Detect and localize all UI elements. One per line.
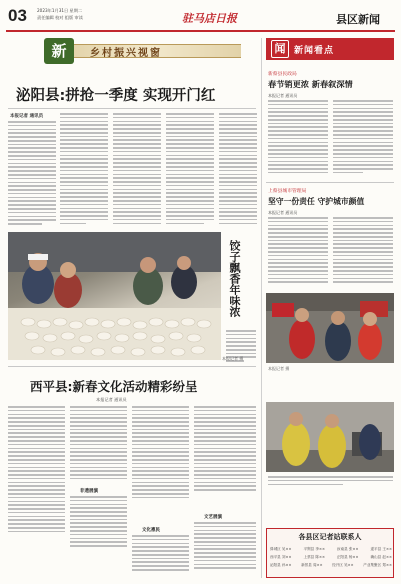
sidebar-story1-byline: 本报记者 通讯员 <box>268 93 298 98</box>
date-line: 2023年1月31日 星期二 <box>37 8 83 13</box>
sidebar-logo <box>271 40 289 58</box>
lead-body-col4 <box>166 113 214 224</box>
feature-vertical-title: 饺子飘香年味浓 <box>228 240 241 317</box>
section-name: 县区新闻 <box>336 13 380 26</box>
lead-body-col5 <box>219 113 257 224</box>
sidebar-photo-1-svg <box>266 293 394 363</box>
contacts-cell: 平舆县 李×× <box>303 547 326 551</box>
lead-byline: 本报记者 通讯员 <box>10 114 44 119</box>
sidebar-story2-kicker: 上蔡县城市管理局 <box>268 189 307 194</box>
second-subhead-3: 文艺展演 <box>204 515 222 520</box>
banner-badge <box>44 38 74 64</box>
second-body-col2b <box>70 496 127 547</box>
contacts-cell: 正阳县 杨×× <box>336 555 359 559</box>
sidebar-story1-col1 <box>268 100 328 173</box>
dumpling-photo-svg <box>8 232 221 360</box>
contacts-cell: 经开区 吴×× <box>332 563 354 567</box>
sidebar-story2-col2 <box>333 217 393 283</box>
paper-name: 驻马店日报 <box>182 12 237 25</box>
contacts-cell: 驿城区 吴×× <box>270 547 292 551</box>
contacts-table <box>270 545 392 569</box>
sidebar-header-text: 新闻看点 <box>294 46 335 56</box>
banner-title: 乡村振兴视窗 <box>90 48 162 59</box>
second-byline: 本报记者 通讯员 <box>96 397 127 402</box>
page-number: 03 <box>8 6 27 25</box>
second-headline: 西平县:新春文化活动精彩纷呈 <box>30 379 198 394</box>
second-subhead-1: 非遗展演 <box>80 489 98 494</box>
contacts-cell: 遂平县 王×× <box>370 547 392 551</box>
sidebar-story1-col2 <box>333 100 393 173</box>
second-body-col4b <box>194 522 256 569</box>
second-body-col3 <box>132 406 189 498</box>
sidebar-photo-2 <box>266 402 394 472</box>
sidebar-story2-title: 坚守一份责任 守护城市颜值 <box>268 197 365 206</box>
sidebar-story2-col1 <box>268 217 328 283</box>
second-body-col3b <box>132 535 189 571</box>
contacts-cell: 确山县 赵×× <box>370 555 392 559</box>
lead-rule <box>8 108 256 109</box>
contacts-cell: 新蔡县 周×× <box>301 563 323 567</box>
lead-headline: 泌阳县:拼抢一季度 实现开门红 <box>16 88 216 104</box>
lead-body-col1 <box>8 121 56 225</box>
main-column-divider <box>261 38 262 578</box>
second-body-col2 <box>70 406 127 479</box>
sidebar-logo-text: 闻 <box>274 42 286 55</box>
sidebar-photo2-caption-lines <box>268 476 393 485</box>
contacts-cell: 西平县 刘×× <box>270 555 292 559</box>
sidebar-photo-1 <box>266 293 394 363</box>
second-body-col4 <box>194 406 256 491</box>
sidebar-story2-byline: 本报记者 通讯员 <box>268 210 298 215</box>
contacts-cell: 汝南县 张×× <box>336 547 359 551</box>
banner <box>44 38 252 64</box>
contacts-row <box>270 545 392 553</box>
editor-line: 责任编辑 校对 组版 审读 <box>37 15 83 20</box>
sidebar-header <box>266 38 394 60</box>
sidebar-rule <box>266 182 394 183</box>
lead-body-col2 <box>60 113 108 224</box>
masthead <box>0 0 401 34</box>
contacts-row <box>270 561 392 569</box>
sidebar-photo-2-svg <box>266 402 394 472</box>
dumpling-photo <box>8 232 221 360</box>
sidebar-story1-kicker: 新蔡县民政局 <box>268 72 297 77</box>
contacts-cell: 泌阳县 孙×× <box>270 563 292 567</box>
contacts-cell: 产业集聚区 郑×× <box>363 563 392 567</box>
contacts-box <box>266 528 394 578</box>
second-body-col1 <box>8 406 65 532</box>
contacts-row <box>270 553 392 561</box>
second-subhead-2: 文化惠民 <box>142 528 160 533</box>
contacts-cell: 上蔡县 陈×× <box>303 555 326 559</box>
sidebar-photo-caption: 本报记者 摄 <box>268 366 290 371</box>
masthead-rule <box>6 30 395 32</box>
contacts-title: 各县区记者站联系人 <box>298 533 362 541</box>
second-top-rule <box>8 366 256 367</box>
sidebar-story1-title: 春节销更浓 新春叙深情 <box>268 79 353 89</box>
lead-body-col3 <box>113 113 161 224</box>
feature-caption: 本报记者 摄 <box>222 356 244 361</box>
banner-badge-text: 新 <box>51 42 67 60</box>
